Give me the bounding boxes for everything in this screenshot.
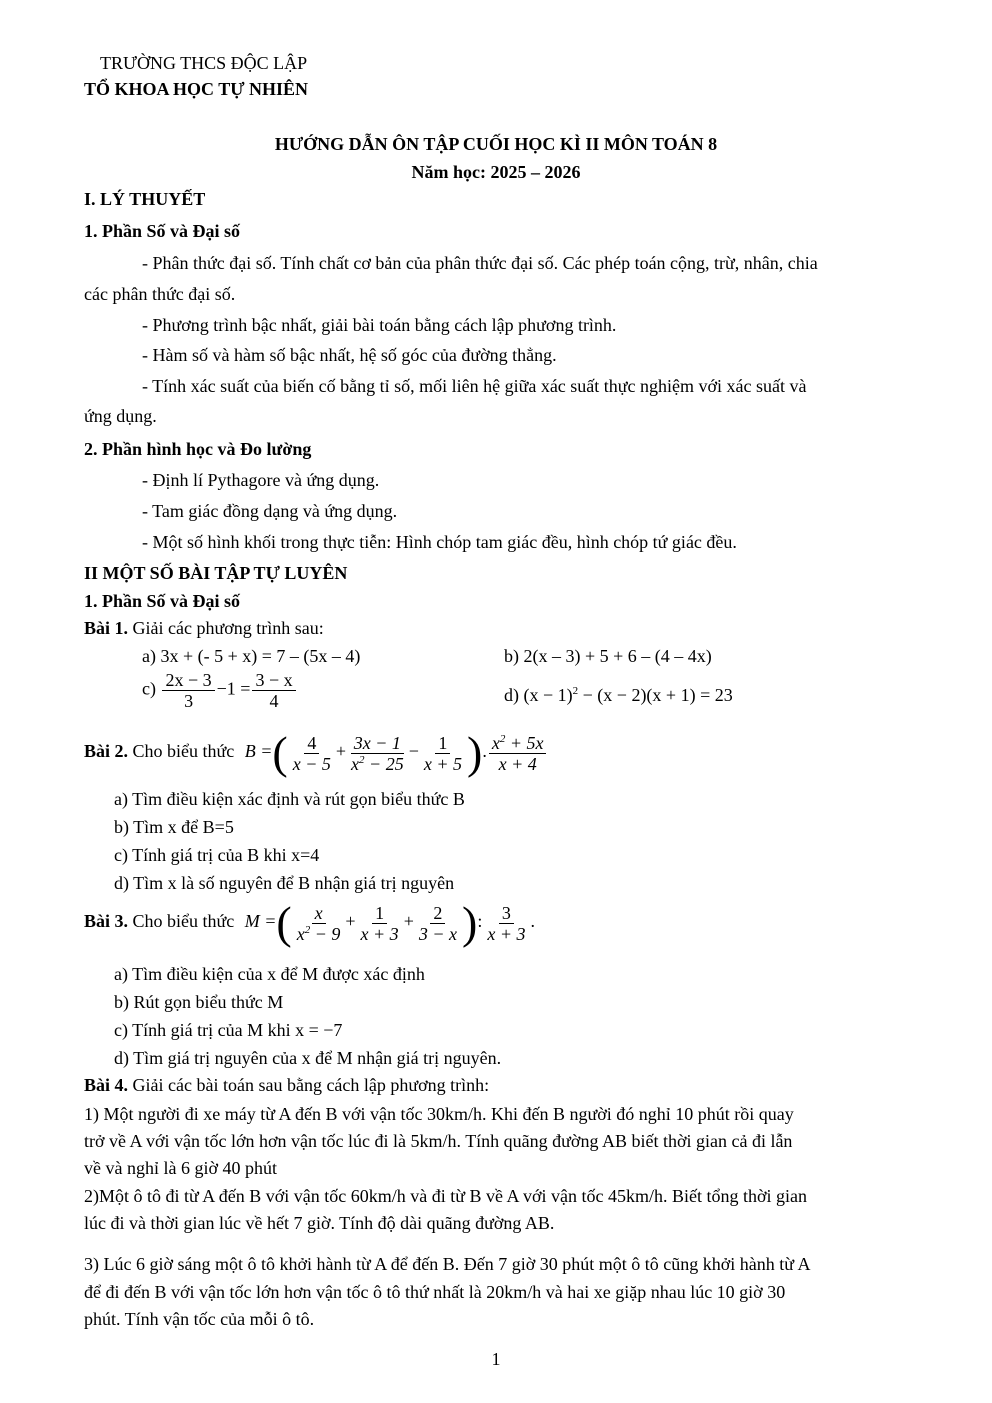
theory-geometry-item: - Định lí Pythagore và ứng dụng. <box>142 470 380 490</box>
fraction: $\frac{2}{3 - x}$ <box>418 902 457 944</box>
bai3-a: a) Tìm điều kiện của x để M được xác định <box>114 964 425 984</box>
bai1-a: a) 3x + (- 5 + x) = 7 – (5x – 4) <box>142 646 361 666</box>
bai4-problem1: về và nghỉ là 6 giờ 40 phút <box>84 1158 277 1178</box>
bai3-statement: Bài 3. Cho biểu thức M =( $\frac{x}{x^2 - 9}$ + $\frac{1}{x + 3}$ + $\frac{2}{3 - x}$ ): $\frac{3}{x + 3}$ . <box>84 897 535 948</box>
bai3-d: d) Tìm giá trị nguyên của x để M nhận giá trị nguyên. <box>114 1048 502 1068</box>
theory-algebra-item: - Hàm số và hàm số bậc nhất, hệ số góc của đường thẳng. <box>142 345 557 365</box>
exercises-heading: II MỘT SỐ BÀI TẬP TỰ LUYÊN <box>84 563 348 583</box>
theory-algebra-item-cont: ứng dụng. <box>84 406 157 426</box>
bai3-b: b) Rút gọn biểu thức M <box>114 992 284 1012</box>
theory-algebra-heading: 1. Phần Số và Đại số <box>84 221 241 241</box>
fraction: $\frac{3 - x}{4}$ <box>252 670 295 711</box>
theory-geometry-item: - Tam giác đồng dạng và ứng dụng. <box>142 501 398 521</box>
fraction: $\frac{3x - 1}{x^2 - 25}$ <box>351 732 404 774</box>
bai4-problem3: 3) Lúc 6 giờ sáng một ô tô khởi hành từ A để đến B. Đến 7 giờ 30 phút một ô tô cũng khởi hành từ A <box>84 1254 811 1274</box>
bai1-statement <box>84 617 324 639</box>
bai2-b: b) Tìm x để B=5 <box>114 817 234 837</box>
fraction: $\frac{x}{x^2 - 9}$ <box>296 902 341 944</box>
fraction: $\frac{x^2 + 5x}{x + 4}$ <box>489 733 547 774</box>
fraction: $\frac{1}{x + 5}$ <box>423 732 462 774</box>
bai3-c: c) Tính giá trị của M khi x = −7 <box>114 1020 343 1040</box>
page-number: 1 <box>491 1349 501 1369</box>
bai1-d: d) $(x - 1)^2 - (x - 2)(x + 1) = 23$ <box>504 685 733 705</box>
bai4-problem2: lúc đi và thời gian lúc về hết 7 giờ. Tính độ dài quãng đường AB. <box>84 1213 555 1233</box>
theory-geometry-item: - Một số hình khối trong thực tiễn: Hình chóp tam giác đều, hình chóp tứ giác đều. <box>142 532 737 552</box>
theory-algebra-item: - Phân thức đại số. Tính chất cơ bản của phân thức đại số. Các phép toán cộng, trừ, nhân, chia <box>142 253 818 273</box>
bai3-label: Bài 3. <box>84 911 129 932</box>
bai2-a: a) Tìm điều kiện xác định và rút gọn biểu thức B <box>114 789 465 809</box>
bai2-d: d) Tìm x là số nguyên để B nhận giá trị nguyên <box>114 873 455 893</box>
theory-algebra-item: - Tính xác suất của biến cố bằng tỉ số, mối liên hệ giữa xác suất thực nghiệm với xác suất và <box>142 376 807 396</box>
bai4-problem1: 1) Một người đi xe máy từ A đến B với vận tốc 30km/h. Khi đến B người đó nghỉ 10 phút rồi quay <box>84 1104 794 1124</box>
bai4-statement: Bài 4. Giải các bài toán sau bằng cách lập phương trình: <box>84 1075 490 1095</box>
fraction: $\frac{4}{x - 5}$ <box>292 732 331 774</box>
bai4-problem1: trở về A với vận tốc lớn hơn vận tốc lúc đi là 5km/h. Tính quãng đường AB biết thời gian cả đi lẫn <box>84 1131 793 1151</box>
theory-heading: I. LÝ THUYẾT <box>84 189 206 209</box>
fraction: $\frac{1}{x + 3}$ <box>360 902 399 944</box>
fraction: $\frac{2x - 3}{3}$ <box>162 670 214 711</box>
school-name: TRƯỜNG THCS ĐỘC LẬP <box>100 53 308 73</box>
exercises-algebra-heading: 1. Phần Số và Đại số <box>84 591 241 611</box>
fraction: $\frac{3}{x + 3}$ <box>487 902 526 944</box>
school-year: Năm học: 2025 – 2026 <box>411 162 581 182</box>
bai4-problem2: 2)Một ô tô đi từ A đến B với vận tốc 60km/h và đi từ B về A với vận tốc 45km/h. Biết tổng thời gian <box>84 1186 808 1206</box>
bai1-text: Giải các phương trình sau: <box>128 618 324 638</box>
bai1-label: Bài 1. <box>84 618 129 638</box>
department-name: TỔ KHOA HỌC TỰ NHIÊN <box>84 79 309 99</box>
bai4-label: Bài 4. <box>84 1075 129 1095</box>
bai2-label: Bài 2. <box>84 741 129 762</box>
bai1-b: b) 2(x – 3) + 5 + 6 – (4 – 4x) <box>504 646 712 666</box>
bai4-problem3: để đi đến B với vận tốc lớn hơn vận tốc ô tô thứ nhất là 20km/h và hai xe giặp nhau lúc 10 giờ 30 <box>84 1282 786 1302</box>
theory-algebra-item-cont: các phân thức đại số. <box>84 284 236 304</box>
bai2-c: c) Tính giá trị của B khi x=4 <box>114 845 320 865</box>
bai4-problem3: phút. Tính vận tốc của mỗi ô tô. <box>84 1309 315 1329</box>
document-title: HƯỚNG DẪN ÔN TẬP CUỐI HỌC KÌ II MÔN TOÁN 8 <box>274 134 718 154</box>
theory-geometry-heading: 2. Phần hình học và Đo lường <box>84 439 312 459</box>
bai1-c: c) $\frac{2x - 3}{3}$ −1 = $\frac{3 - x}{4}$ <box>142 670 298 711</box>
theory-algebra-item: - Phương trình bậc nhất, giải bài toán bằng cách lập phương trình. <box>142 315 617 335</box>
bai2-statement: Bài 2. Cho biểu thức B =( $\frac{4}{x - 5}$ + $\frac{3x - 1}{x^2 - 25}$ − $\frac{1}{x + 5}$ ). $\frac{x^2 + 5x}{x + 4}$ <box>84 730 548 776</box>
